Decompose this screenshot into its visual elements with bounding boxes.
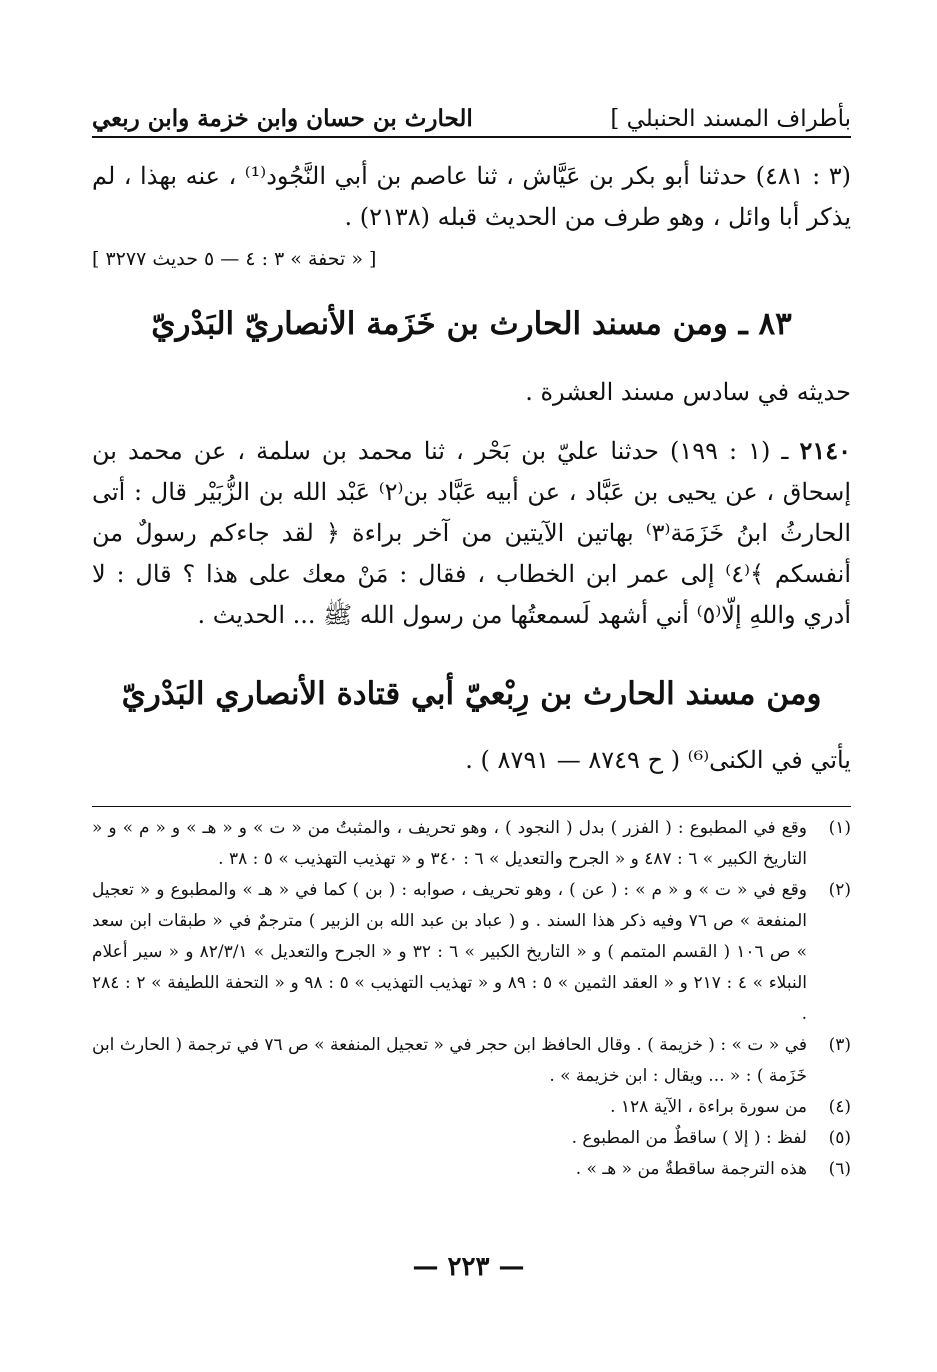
footnote-number: (٢): [828, 880, 851, 900]
hadith-number: ٢١٤٠: [799, 436, 851, 465]
section-heading-harith-ribi: ومن مسند الحارث بن رِبْعيّ أبي قتادة الأنصاري البَدْريّ: [121, 676, 822, 712]
footnote-text: في « ت » : ( خزيمة ) . وقال الحافظ ابن حجر في « تعجيل المنفعة » ص ٧٦ في ترجمة ( الحارث ابن خَزَمة ) : « ... ويقال : ابن خزيمة » .: [92, 1035, 807, 1086]
footnote-number: (٦): [828, 1159, 851, 1179]
footnote: [92, 1092, 851, 1123]
header-book-title: بأطراف المسند الحنبلي ]: [610, 106, 851, 132]
running-header: [92, 92, 851, 138]
footnote-number: (٥): [828, 1128, 851, 1148]
footnote: [92, 1154, 851, 1185]
tuhfa-reference-text: [ « تحفة » ٣ : ٤ — ٥ حديث ٣٢٧٧ ]: [92, 248, 377, 270]
hadith-paragraph: [92, 430, 851, 636]
section-harith-ribi-intro: يأتي في الكنى⁽⁶⁾ ( ح ٨٧٤٩ — ٨٧٩١ ) .: [465, 746, 851, 774]
footnote-text: لفظ : ( إلا ) ساقطٌ من المطبوع .: [571, 1128, 807, 1148]
footnotes: [92, 806, 851, 1185]
footnote-text: وقع في المطبوع : ( الفزر ) بدل ( النجود ) ، وهو تحريف ، والمثبتُ من « ت » و « هـ » و « م » و « التاريخ الكبير » ٦ : ٤٨٧ و « الجرح والتعديل » ٦ : ٣٤٠ و « تهذيب التهذيب » ٥ : ٣٨ .: [92, 818, 807, 869]
footnote-number: (١): [828, 818, 851, 838]
section-heading-83: ٨٣ ـ ومن مسند الحارث بن خَزَمة الأنصاريّ البَدْريّ: [151, 306, 792, 342]
page-number: — ٢٢٣ —: [412, 1252, 525, 1282]
footnote: [92, 813, 851, 875]
footnote: [92, 1123, 851, 1154]
tuhfa-reference: [92, 248, 851, 270]
footnote-text: هذه الترجمة ساقطةٌ من « هـ » .: [575, 1159, 807, 1179]
footnote-text: وقع في « ت » و « م » : ( عن ) ، وهو تحريف ، صوابه : ( بن ) كما في « هـ » والمطبوع و « تعجيل المنفعة » ص ٧٦ وفيه ذكر هذا السند . و ( عباد بن عبد الله بن الزبير ) مترجمٌ في « طبقات ابن سعد » ص ١٠٦ ( القسم المتمم ) و « التاريخ الكبير » ٦ : ٣٢ و « الجرح والتعديل » ٨٢/٣/١ و « سير أعلام النبلاء » ٤ : ٢١٧ و « العقد الثمين » ٥ : ٨٩ و « تهذيب التهذيب » ٥ : ٩٨ و « التحفة اللطيفة » ٢ : ٢٨٤ .: [92, 880, 807, 1024]
section-83-intro: حديثه في سادس مسند العشرة .: [525, 378, 851, 406]
header-section-title: الحارث بن حسان وابن خزمة وابن ربعي: [92, 105, 473, 132]
footnote-text: من سورة براءة ، الآية ١٢٨ .: [610, 1097, 807, 1117]
hadith-text: ـ (١ : ١٩٩) حدثنا عليّ بن بَحْر ، ثنا محمد بن سلمة ، عن محمد بن إسحاق ، عن يحيى بن عَبَّاد ، عن أبيه عَبَّاد بن⁽٢⁾ عَبْد الله بن الزُّبَيْر قال : أتى الحارثُ ابنُ خَزَمَة⁽٣⁾ بهاتين الآيتين من آخر براءة ﴿ لقد جاءكم رسولٌ من أنفسكم ﴾⁽٤⁾ إلى عمر ابن الخطاب ، فقال : مَنْ معك على هذا ؟ قال : لا أدري واللهِ إلّا⁽٥⁾ أني أشهد لَسمعتُها من رسول الله ﷺ ... الحديث .: [92, 437, 851, 629]
footnote: [92, 1030, 851, 1092]
footnote-number: (٣): [828, 1035, 851, 1055]
footnote: [92, 875, 851, 1030]
top-paragraph: (٣ : ٤٨١) حدثنا أبو بكر بن عَيَّاش ، ثنا عاصم بن أبي النَّجُود⁽¹⁾ ، عنه بهذا ، لم يذكر أبا وائل ، وهو طرف من الحديث قبله (٢١٣٨) .: [92, 162, 851, 231]
footnote-number: (٤): [828, 1097, 851, 1117]
